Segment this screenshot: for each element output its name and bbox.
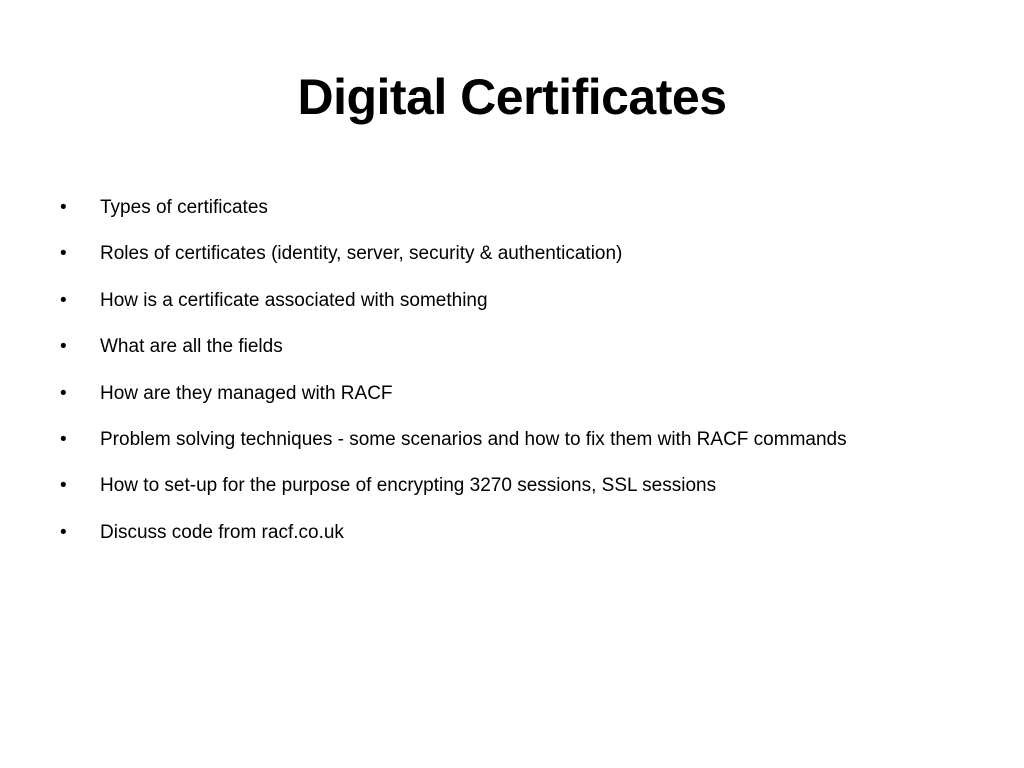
bullet-item <box>58 238 988 284</box>
bullet-item <box>58 378 988 424</box>
bullet-text: Roles of certificates (identity, server, security & authentication) <box>100 243 623 265</box>
bullet-icon: • <box>60 382 67 404</box>
bullet-text: How are they managed with RACF <box>100 382 393 404</box>
bullet-text: What are all the fields <box>100 336 283 358</box>
bullet-icon: • <box>60 336 67 358</box>
bullet-icon: • <box>60 197 67 218</box>
bullet-icon: • <box>60 289 67 311</box>
bullet-icon: • <box>60 521 67 543</box>
bullet-icon: • <box>60 428 67 450</box>
bullet-item <box>58 331 988 377</box>
bullet-icon: • <box>60 475 67 497</box>
bullet-text: Discuss code from racf.co.uk <box>100 521 344 543</box>
bullet-item <box>58 424 988 470</box>
bullet-text: Problem solving techniques - some scenarios and how to fix them with RACF commands <box>100 428 847 450</box>
bullet-text: Types of certificates <box>100 197 268 218</box>
bullet-item <box>58 470 988 516</box>
bullet-icon: • <box>60 243 67 265</box>
bullet-text: How to set-up for the purpose of encrypting 3270 sessions, SSL sessions <box>100 475 717 497</box>
bullet-item <box>58 517 988 563</box>
bullet-list <box>58 192 988 563</box>
bullet-text: How is a certificate associated with something <box>100 289 488 311</box>
slide-title: Digital Certificates <box>297 69 727 125</box>
bullet-item <box>58 285 988 331</box>
bullet-item <box>58 192 988 238</box>
